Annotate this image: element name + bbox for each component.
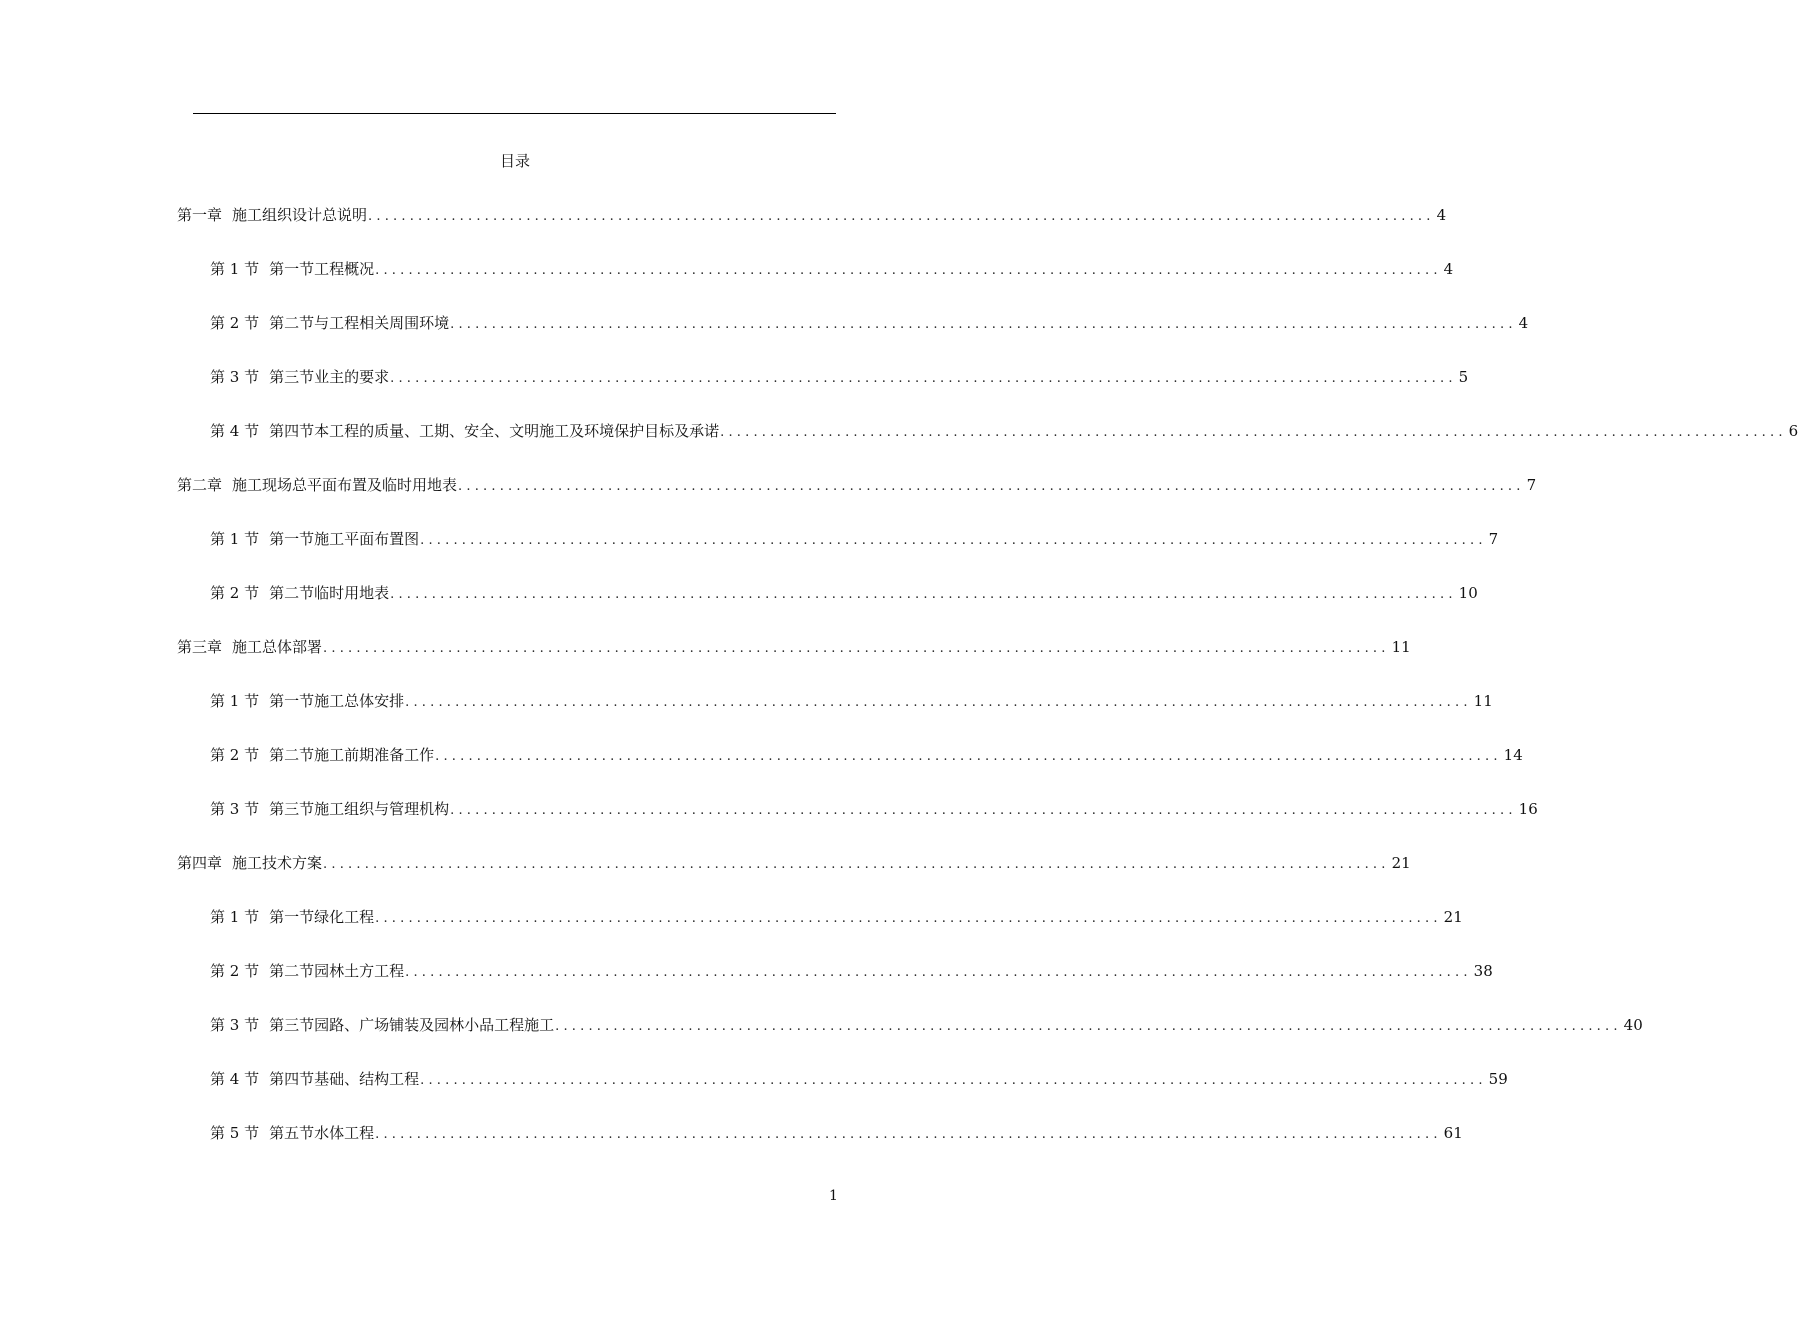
- toc-entry-page: 61: [1443, 1124, 1463, 1142]
- toc-entry-number: 第 3 节: [210, 368, 260, 386]
- toc-entry-title: 第五节水体工程: [269, 1124, 375, 1142]
- page-number: 1: [829, 1188, 838, 1204]
- toc-section-entry[interactable]: [210, 907, 1463, 929]
- toc-entry-page: 40: [1623, 1016, 1643, 1034]
- toc-dot-leader: ................................................................................................................................: [450, 317, 1517, 332]
- toc-section-entry[interactable]: [210, 529, 1499, 551]
- toc-dot-leader: ................................................................................................................................: [435, 749, 1502, 764]
- toc-entry-title: 第二节施工前期准备工作: [269, 746, 435, 764]
- toc-dot-leader: ................................................................................................................................: [323, 641, 1390, 656]
- toc-entry-number: 第 1 节: [210, 692, 260, 710]
- toc-section-entry[interactable]: [210, 1069, 1508, 1091]
- toc-entry-title: 第二节与工程相关周围环境: [269, 314, 450, 332]
- toc-chapter-entry[interactable]: [177, 853, 1411, 875]
- toc-entry-number: 第 2 节: [210, 584, 260, 602]
- toc-entry-page: 10: [1458, 584, 1478, 602]
- toc-dot-leader: ................................................................................................................................: [375, 263, 1442, 278]
- toc-entry-page: 16: [1518, 800, 1538, 818]
- toc-entry-page: 4: [1436, 206, 1447, 224]
- toc-dot-leader: ................................................................................................................................: [390, 587, 1457, 602]
- toc-entry-page: 21: [1391, 854, 1411, 872]
- toc-entry-title: 施工组织设计总说明: [232, 206, 368, 224]
- toc-section-entry[interactable]: [210, 961, 1493, 983]
- toc-entry-title: 第一节施工总体安排: [269, 692, 405, 710]
- toc-entry-title: 第一节绿化工程: [269, 908, 375, 926]
- header-rule: [193, 113, 836, 114]
- toc-section-entry[interactable]: [210, 421, 1798, 443]
- toc-section-entry[interactable]: [210, 799, 1538, 821]
- toc-entry-number: 第 4 节: [210, 422, 260, 440]
- toc-chapter-entry[interactable]: [177, 475, 1537, 497]
- toc-entry-title: 施工总体部署: [232, 638, 323, 656]
- toc-section-entry[interactable]: [210, 691, 1493, 713]
- toc-dot-leader: ................................................................................................................................: [405, 695, 1472, 710]
- toc-entry-number: 第一章: [177, 206, 223, 224]
- toc-entry-title: 第一节施工平面布置图: [269, 530, 420, 548]
- toc-entry-title: 施工技术方案: [232, 854, 323, 872]
- toc-entry-page: 14: [1503, 746, 1523, 764]
- toc-entry-number: 第 2 节: [210, 962, 260, 980]
- toc-entry-number: 第 4 节: [210, 1070, 260, 1088]
- toc-dot-leader: ................................................................................................................................: [405, 965, 1472, 980]
- toc-entry-title: 第二节临时用地表: [269, 584, 390, 602]
- toc-entry-page: 5: [1458, 368, 1469, 386]
- toc-entry-title: 第四节本工程的质量、工期、安全、文明施工及环境保护目标及承诺: [269, 422, 720, 440]
- toc-dot-leader: ................................................................................................................................: [390, 371, 1457, 386]
- toc-entry-number: 第二章: [177, 476, 223, 494]
- toc-entry-title: 第三节园路、广场铺装及园林小品工程施工: [269, 1016, 555, 1034]
- toc-dot-leader: ................................................................................................................................: [450, 803, 1517, 818]
- toc-entry-number: 第三章: [177, 638, 223, 656]
- toc-chapter-entry[interactable]: [177, 637, 1411, 659]
- toc-entry-number: 第 3 节: [210, 800, 260, 818]
- toc-section-entry[interactable]: [210, 583, 1478, 605]
- toc-entry-page: 7: [1526, 476, 1537, 494]
- toc-dot-leader: ................................................................................................................................: [420, 1073, 1487, 1088]
- toc-chapter-entry[interactable]: [177, 205, 1447, 227]
- toc-entry-number: 第 1 节: [210, 260, 260, 278]
- toc-section-entry[interactable]: [210, 745, 1523, 767]
- toc-entry-page: 21: [1443, 908, 1463, 926]
- toc-entry-number: 第 2 节: [210, 314, 260, 332]
- toc-dot-leader: ................................................................................................................................: [375, 1127, 1442, 1142]
- toc-dot-leader: ................................................................................................................................: [420, 533, 1487, 548]
- toc-section-entry[interactable]: [210, 1123, 1463, 1145]
- toc-entry-number: 第 2 节: [210, 746, 260, 764]
- toc-entry-number: 第 5 节: [210, 1124, 260, 1142]
- toc-entry-page: 11: [1391, 638, 1411, 656]
- toc-dot-leader: ................................................................................................................................: [458, 479, 1525, 494]
- toc-entry-title: 施工现场总平面布置及临时用地表: [232, 476, 458, 494]
- toc-entry-title: 第二节园林土方工程: [269, 962, 405, 980]
- toc-entry-number: 第四章: [177, 854, 223, 872]
- toc-entry-title: 第一节工程概况: [269, 260, 375, 278]
- toc-entry-title: 第三节施工组织与管理机构: [269, 800, 450, 818]
- toc-entry-number: 第 1 节: [210, 908, 260, 926]
- toc-section-entry[interactable]: [210, 259, 1454, 281]
- toc-entry-number: 第 1 节: [210, 530, 260, 548]
- toc-entry-page: 6: [1788, 422, 1798, 440]
- toc-entry-page: 4: [1518, 314, 1529, 332]
- toc-entry-title: 第四节基础、结构工程: [269, 1070, 420, 1088]
- toc-dot-leader: ................................................................................................................................: [323, 857, 1390, 872]
- toc-entry-page: 4: [1443, 260, 1454, 278]
- toc-entry-page: 38: [1473, 962, 1493, 980]
- toc-entry-page: 59: [1488, 1070, 1508, 1088]
- toc-section-entry[interactable]: [210, 313, 1529, 335]
- toc-dot-leader: ................................................................................................................................: [555, 1019, 1622, 1034]
- toc-entry-number: 第 3 节: [210, 1016, 260, 1034]
- toc-dot-leader: ................................................................................................................................: [720, 425, 1787, 440]
- toc-dot-leader: ................................................................................................................................: [375, 911, 1442, 926]
- toc-section-entry[interactable]: [210, 1015, 1643, 1037]
- toc-entry-page: 7: [1488, 530, 1499, 548]
- toc-section-entry[interactable]: [210, 367, 1469, 389]
- toc-title: 目录: [499, 152, 530, 170]
- toc-dot-leader: ................................................................................................................................: [368, 209, 1435, 224]
- toc-entry-title: 第三节业主的要求: [269, 368, 390, 386]
- toc-entry-page: 11: [1473, 692, 1493, 710]
